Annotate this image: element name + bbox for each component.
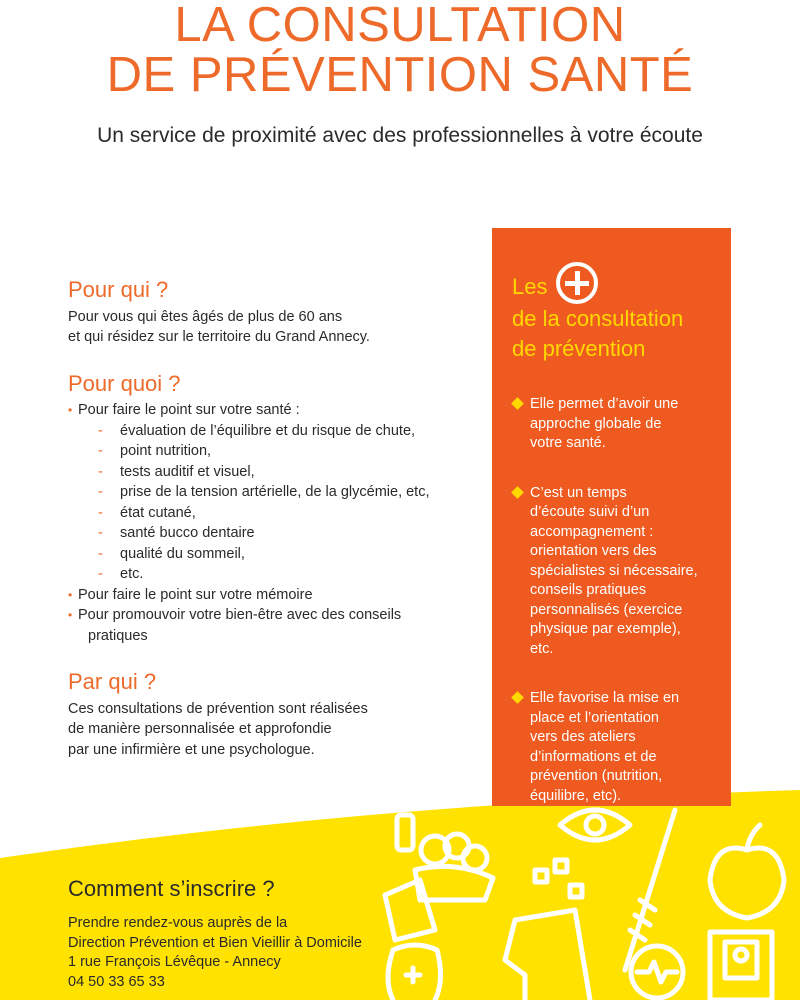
- head-profile-icon: [505, 860, 590, 1000]
- section-pour-quoi: [68, 370, 478, 647]
- portrait-icon: [710, 932, 772, 1000]
- heading-par-qui: Par qui ?: [68, 669, 157, 694]
- section-pour-qui: [68, 277, 478, 348]
- heading-inscription: Comment s’inscrire ?: [68, 876, 275, 901]
- page-title: LA CONSULTATION DE PRÉVENTION SANTÉ: [106, 0, 694, 102]
- plus-icon: [556, 262, 598, 304]
- sub-list-item: - prise de la tension artérielle, de la glycémie, etc,: [98, 482, 478, 503]
- sub-list: [78, 421, 478, 585]
- vegetables-icon: [385, 815, 493, 940]
- contact-phone[interactable]: 04 50 33 65 33: [68, 973, 165, 990]
- eye-icon: [560, 810, 630, 840]
- list-item: • Pour faire le point sur votre santé : - évaluation de l’équilibre et du risque de chute, - point nutrition, - tests auditif et visuel, - prise de la tension artérielle, de la glycémie, etc, - état cutané, - santé bucco dentaire - qualité du sommeil, - etc.: [68, 400, 478, 585]
- highlights-list: [512, 395, 726, 836]
- sub-list-item: - état cutané,: [98, 503, 478, 524]
- sub-list-item: - qualité du sommeil,: [98, 544, 478, 565]
- tooth-icon: [388, 945, 441, 1000]
- left-column: [68, 277, 478, 786]
- text-line: Pour vous qui êtes âgés de plus de 60 ans: [68, 308, 343, 325]
- highlight-item: Elle favorise la mise en place et l’orientation vers des ateliers d’informations et de prévention (nutrition, équilibre, etc).: [512, 689, 726, 806]
- heartbeat-icon: [631, 946, 683, 998]
- text-line: Ces consultations de prévention sont réalisées: [68, 700, 368, 717]
- contact-address: 1 rue François Lévêque - Annecy: [68, 954, 281, 970]
- heading-pour-qui: Pour qui ?: [68, 277, 169, 302]
- heading-pour-quoi: Pour quoi ?: [68, 370, 181, 396]
- sub-list-item: - tests auditif et visuel,: [98, 462, 478, 483]
- highlight-item: C’est un temps d’écoute suivi d’un accompagnement : orientation vers des spécialistes si nécessaire, conseils pratiques personnalisés (exercice physique par exemple), etc.: [512, 484, 726, 660]
- sub-list-item: - santé bucco dentaire: [98, 523, 478, 544]
- text-line: et qui résidez sur le territoire du Grand Annecy.: [68, 329, 370, 345]
- contact-line: Direction Prévention et Bien Vieillir à Domicile: [68, 934, 362, 951]
- list-pour-quoi: [68, 400, 478, 646]
- box-title: Les de la consultation de prévention: [512, 262, 683, 364]
- text-line: de manière personnalisée et approfondie: [68, 721, 332, 737]
- contact-info: [68, 914, 362, 992]
- sub-list-item: - point nutrition,: [98, 441, 478, 462]
- apple-icon: [710, 825, 784, 918]
- page-subtitle: Un service de proximité avec des professionnelles à votre écoute: [97, 124, 703, 147]
- text-line: par une infirmière et une psychologue.: [68, 741, 315, 758]
- list-item: • Pour faire le point sur votre mémoire: [68, 585, 478, 606]
- sub-list-item: - etc.: [98, 564, 478, 585]
- sub-list-item: - évaluation de l’équilibre et du risque de chute,: [98, 421, 478, 442]
- section-par-qui: [68, 669, 478, 760]
- list-item: • Pour promouvoir votre bien-être avec des conseils pratiques: [68, 605, 478, 646]
- highlights-box: [492, 228, 731, 806]
- health-illustration: [375, 800, 800, 1000]
- highlight-item: Elle permet d’avoir une approche globale de votre santé.: [512, 395, 726, 454]
- contact-line: Prendre rendez-vous auprès de la: [68, 915, 288, 931]
